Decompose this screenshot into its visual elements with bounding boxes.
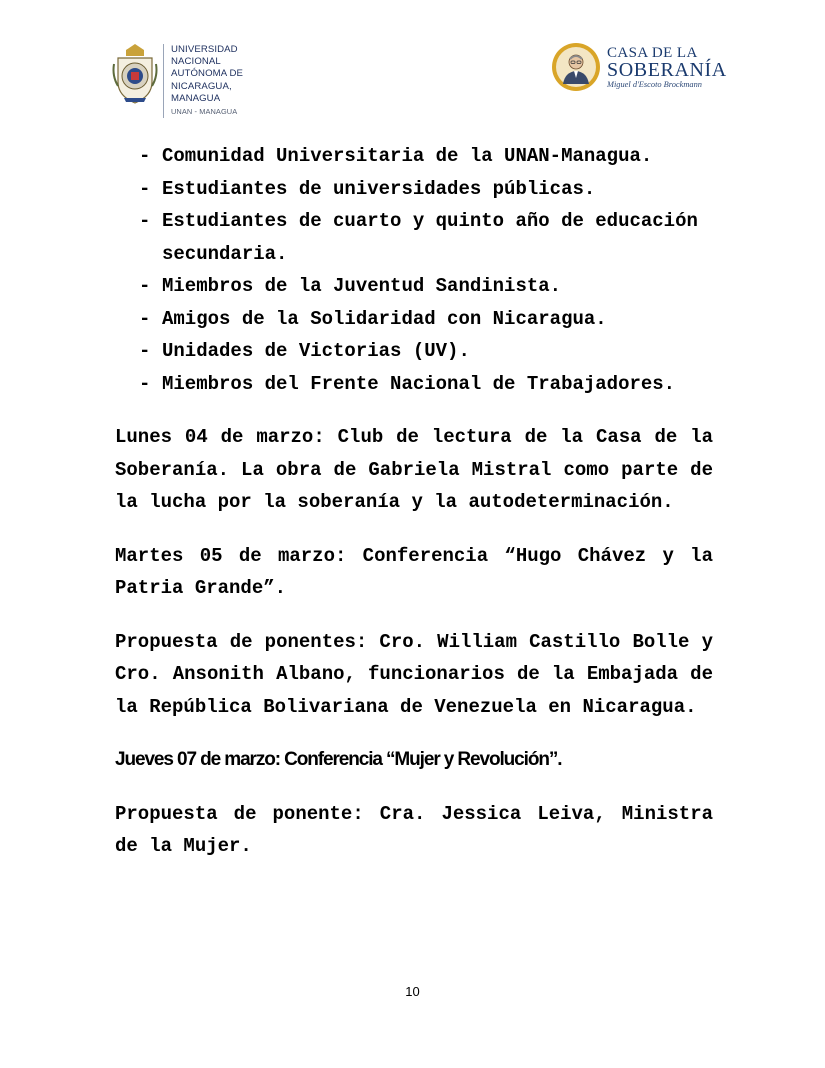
list-item (139, 173, 713, 206)
unan-line: NACIONAL (171, 56, 221, 68)
dash-marker: - (139, 275, 151, 297)
list-item-text: Unidades de Victorias (UV). (162, 340, 470, 362)
list-item-text: Estudiantes de universidades públicas. (162, 177, 596, 200)
unan-crest-logo (110, 42, 160, 106)
list-item-text: Estudiantes de cuarto y quinto año de educación secundaria. (162, 210, 698, 265)
page-number: 10 (405, 984, 420, 999)
unan-name (171, 44, 243, 118)
unan-line: AUTÓNOMA DE (171, 68, 243, 80)
list-item (139, 303, 713, 336)
list-item-text: Miembros del Frente Nacional de Trabajadores. (162, 372, 676, 395)
casa-line2: SOBERANÍA (607, 59, 727, 81)
list-item (139, 270, 713, 303)
list-item (139, 205, 713, 270)
page-header (0, 40, 825, 130)
casa-soberania-name (607, 45, 727, 90)
unan-line: NICARAGUA, (171, 80, 232, 92)
unan-subtitle: UNAN - MANAGUA (171, 107, 238, 117)
list-item-text: Amigos de la Solidaridad con Nicaragua. (162, 307, 607, 330)
list-item (139, 140, 713, 173)
audience-list (115, 140, 713, 400)
paragraph-martes: Martes 05 de marzo: Conferencia “Hugo Chávez y la Patria Grande”. (115, 544, 713, 599)
list-item (139, 335, 713, 368)
paragraph-jueves: Jueves 07 de marzo: Conferencia “Mujer y Revolución”. (115, 749, 562, 770)
list-item-text: Comunidad Universitaria de la UNAN-Managua. (162, 145, 653, 167)
dash-marker: - (139, 145, 151, 167)
document-body (115, 140, 713, 863)
paragraph-ponente-jueves: Propuesta de ponente: Cra. Jessica Leiva, Ministra de la Mujer. (115, 802, 713, 857)
unan-line: UNIVERSIDAD (171, 44, 238, 55)
dash-marker: - (139, 177, 151, 200)
paragraph-ponentes-martes: Propuesta de ponentes: Cro. William Castillo Bolle y Cro. Ansonith Albano, funcionarios de la Embajada de la República Bolivariana de Venezuela en Nicaragua. (115, 630, 713, 718)
casa-line3: Miguel d'Escoto Brockmann (607, 80, 702, 89)
paragraph-lunes: Lunes 04 de marzo: Club de lectura de la Casa de la Soberanía. La obra de Gabriela Mistral como parte de la lucha por la soberanía y la autodeterminación. (115, 426, 713, 513)
unan-line: MANAGUA (171, 92, 221, 104)
list-item-text: Miembros de la Juventud Sandinista. (162, 275, 562, 297)
casa-line1: CASA DE LA (607, 45, 698, 61)
dash-marker: - (139, 210, 151, 232)
dash-marker: - (139, 307, 151, 330)
header-divider (163, 44, 164, 118)
dash-marker: - (139, 340, 151, 362)
list-item (139, 368, 713, 401)
dash-marker: - (139, 372, 151, 395)
casa-soberania-portrait-logo (551, 42, 601, 92)
